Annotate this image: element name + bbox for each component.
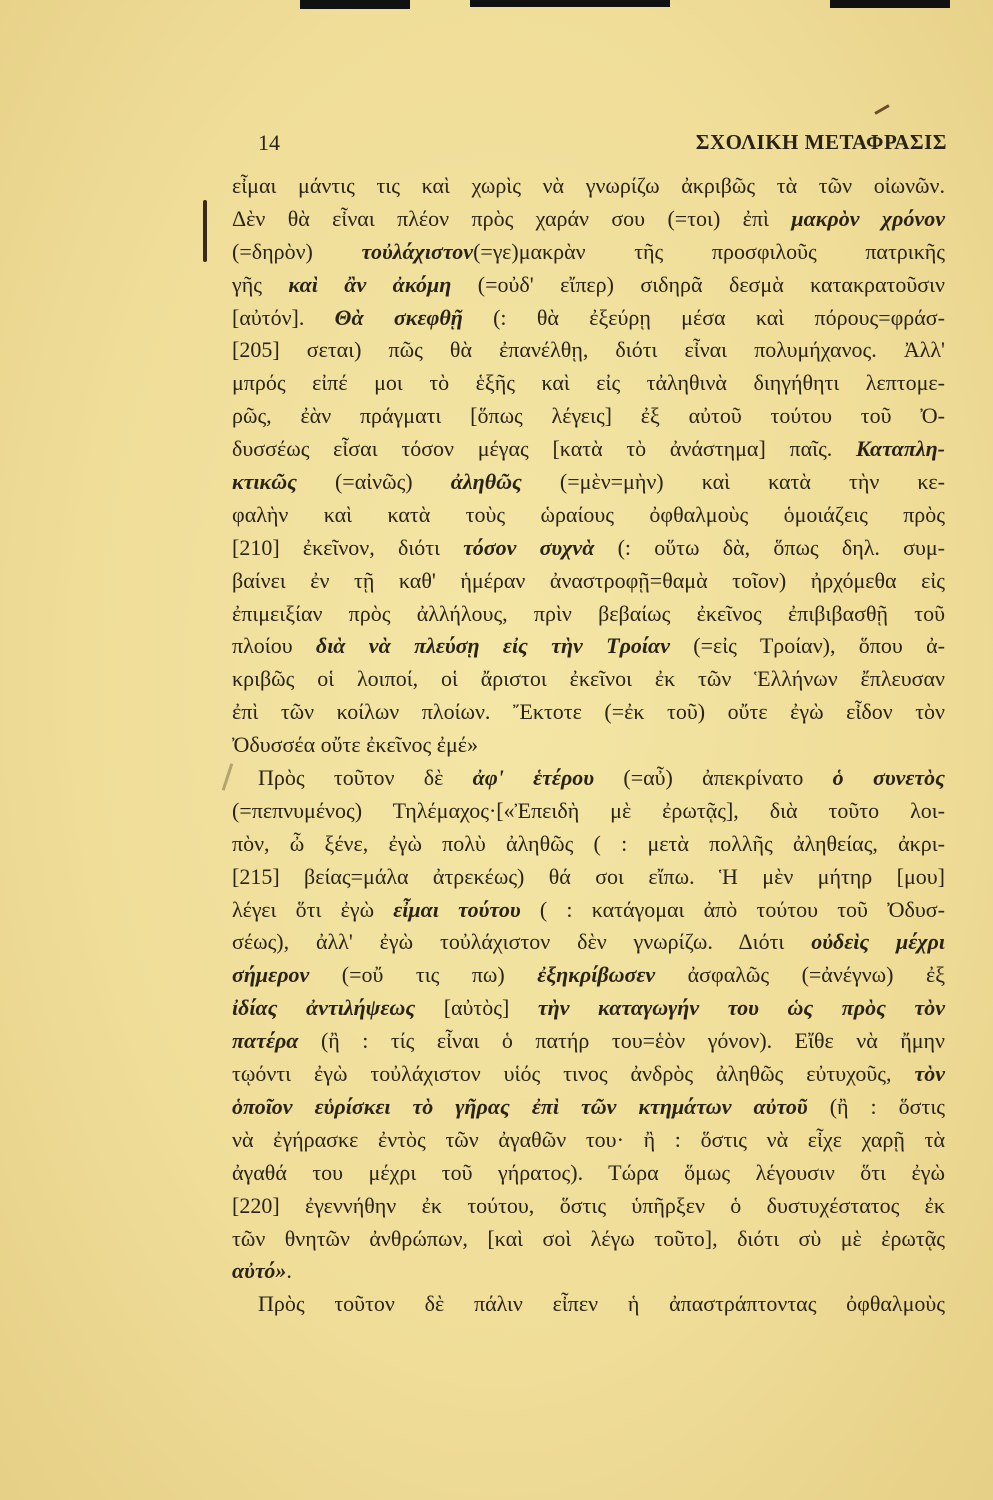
text-line	[232, 598, 945, 631]
text-line	[232, 1025, 945, 1058]
emphasized-text: καὶ ἂν ἀκόμη	[288, 271, 452, 297]
text-segment: (=οὔ τις πω)	[309, 962, 538, 988]
text-line	[232, 269, 945, 302]
emphasized-text: ὁ συνετὸς	[832, 765, 945, 791]
text-segment: γῆς	[232, 271, 289, 297]
text-segment: [αὐτόν].	[232, 304, 335, 330]
text-segment: (: οὕτω δὰ, ὅπως δηλ. συμ-	[594, 534, 945, 560]
text-segment: πλοίου	[232, 633, 316, 659]
text-line	[232, 861, 945, 894]
emphasized-text: τόσον συχνὰ	[463, 534, 595, 560]
text-segment: [αὐτὸς]	[415, 995, 538, 1021]
text-line	[232, 729, 945, 762]
text-line	[232, 433, 945, 466]
text-segment: [220] ἐγεννήθην ἐκ τούτου, ὅστις ὑπῆρξεν ὁ δυστυχέστατος ἐκ	[232, 1192, 945, 1218]
emphasized-text: πατέρα	[232, 1028, 299, 1054]
text-segment: ( : κατάγομαι ἀπὸ τούτου τοῦ Ὀδυσ-	[520, 896, 945, 922]
text-segment: τῳόντι ἐγὼ τοὐλάχιστον υἱός τινος ἀνδρὸς ἀληθῶς εὐτυχοῦς,	[232, 1061, 915, 1087]
text-segment: νὰ ἐγήρασκε ἐντὸς τῶν ἀγαθῶν του· ἢ : ὅστις νὰ εἶχε χαρῇ τὰ	[232, 1126, 945, 1152]
text-segment: (=δηρὸν)	[232, 238, 362, 264]
text-segment: σέως), ἀλλ' ἐγὼ τοὐλάχιστον δὲν γνωρίζω. Διότι	[232, 929, 812, 955]
emphasized-text: οὐδεὶς μέχρι	[811, 929, 945, 955]
text-line	[232, 795, 945, 828]
text-segment: (=μὲν=μὴν) καὶ κατὰ τὴν κε-	[521, 469, 945, 495]
emphasized-text: Καταπλη-	[856, 436, 945, 462]
text-segment: ρῶς, ἐὰν πράγματι [ὅπως λέγεις] ἐξ αὐτοῦ τούτου τοῦ Ὀ-	[232, 403, 945, 429]
emphasized-text: μακρὸν χρόνον	[791, 205, 946, 231]
text-line	[232, 565, 945, 598]
text-segment: [210] ἐκεῖνον, διότι	[232, 534, 464, 560]
text-segment: (: θὰ ἐξεύρῃ μέσα καὶ πόρους=φράσ-	[462, 304, 945, 330]
page-number: 14	[258, 130, 280, 155]
emphasized-text: Θὰ σκεφθῇ	[334, 304, 463, 330]
text-line	[232, 1255, 945, 1288]
text-line	[232, 499, 945, 532]
emphasized-text: σήμερον	[232, 962, 310, 988]
text-segment: μπρός εἰπέ μοι τὸ ἑξῆς καὶ εἰς τἀληθινὰ διηγήθητι λεπτομε-	[232, 370, 945, 396]
scan-edge-mark	[470, 0, 670, 7]
text-line	[232, 334, 945, 367]
margin-annotation-bar	[203, 200, 207, 262]
text-line	[232, 170, 945, 203]
emphasized-text: τοὐλάχιστον	[361, 238, 474, 264]
text-segment: [205] σεται) πῶς θὰ ἐπανέλθῃ, διότι εἶναι πολυμήχανος. Ἀλλ'	[232, 337, 945, 363]
text-segment: (=αὖ) ἀπεκρίνατο	[594, 765, 833, 791]
text-line	[232, 762, 945, 795]
text-segment: (ἢ : ὅστις	[807, 1093, 945, 1119]
text-line	[232, 532, 945, 565]
emphasized-text: ἰδίας ἀντιλήψεως	[232, 995, 416, 1021]
text-segment: βαίνει ἐν τῇ καθ' ἡμέραν ἀναστροφῇ=θαμὰ τοῖον) ἠρχόμεθα εἰς	[232, 567, 945, 593]
scan-edge-mark	[830, 0, 950, 8]
text-segment: .	[286, 1258, 292, 1284]
text-segment: (=εἰς Τροίαν), ὅπου ἀ-	[669, 633, 945, 659]
text-segment: ἀγαθά του μέχρι τοῦ γήρατος). Τώρα ὅμως λέγουσιν ὅτι ἐγὼ	[232, 1159, 945, 1185]
text-segment: (=γε)μακρὰν τῆς προσφιλοῦς πατρικῆς	[473, 238, 945, 264]
scan-edge-mark	[300, 0, 410, 9]
text-line	[232, 466, 945, 499]
emphasized-text: κτικῶς	[232, 469, 297, 495]
text-line	[232, 302, 945, 335]
emphasized-text: τὴν καταγωγήν του ὡς πρὸς τὸν	[537, 995, 945, 1021]
emphasized-text: εἶμαι τούτου	[393, 896, 521, 922]
text-line	[232, 400, 945, 433]
text-segment: τῶν θνητῶν ἀνθρώπων, [καὶ σοὶ λέγω τοῦτο], διότι σὺ μὲ ἐρωτᾷς	[232, 1225, 945, 1251]
text-segment: εἶμαι μάντις τις καὶ χωρὶς νὰ γνωρίζω ἀκριβῶς τὰ τῶν οἰωνῶν.	[232, 173, 945, 198]
text-line	[232, 894, 945, 927]
body-text	[232, 170, 945, 1321]
running-title: ΣΧΟΛΙΚΗ ΜΕΤΑΦΡΑΣΙΣ	[695, 130, 947, 154]
text-line	[232, 1223, 945, 1256]
text-segment: Πρὸς τοῦτον δὲ πάλιν εἶπεν ἡ ἀπαστράπτοντας ὀφθαλμοὺς	[258, 1291, 945, 1317]
text-segment: (ἢ : τίς εἶναι ὁ πατήρ του=ἑὸν γόνον). Εἴθε νὰ ἤμην	[298, 1028, 945, 1054]
text-line	[232, 926, 945, 959]
text-segment: Πρὸς τοῦτον δὲ	[258, 765, 473, 791]
text-segment: (=οὐδ' εἴπερ) σιδηρᾶ δεσμὰ κατακρατοῦσιν	[451, 271, 945, 297]
text-segment: (=πεπνυμένος) Τηλέμαχος·[«Ἐπειδὴ μὲ ἐρωτᾷς], διὰ τοῦτο λοι-	[232, 797, 945, 823]
text-line	[232, 1124, 945, 1157]
emphasized-text: ἀληθῶς	[450, 469, 522, 495]
pencil-tick-mark	[874, 104, 889, 115]
text-line	[232, 367, 945, 400]
text-segment: Δὲν θὰ εἶναι πλέον πρὸς χαράν σου (=τοι) ἐπὶ	[232, 205, 792, 231]
text-line	[232, 1288, 945, 1321]
emphasized-text: αὐτό»	[232, 1258, 287, 1284]
text-segment: λέγει ὅτι ἐγὼ	[232, 896, 394, 922]
text-segment: (=αἰνῶς)	[296, 469, 451, 495]
text-segment: ἐπιμειξίαν πρὸς ἀλλήλους, πρὶν βεβαίως ἐκεῖνος ἐπιβιβασθῇ τοῦ	[232, 600, 945, 626]
emphasized-text: ἀφ' ἑτέρου	[472, 765, 595, 791]
text-line	[232, 1091, 945, 1124]
text-segment: κριβῶς οἱ λοιποί, οἱ ἄριστοι ἐκεῖνοι ἐκ τῶν Ἑλλήνων ἔπλευσαν	[232, 666, 945, 692]
emphasized-text: διὰ νὰ πλεύσῃ εἰς τὴν Τροίαν	[315, 633, 670, 659]
text-segment: πὸν, ὦ ξένε, ἐγὼ πολὺ ἀληθῶς ( : μετὰ πολλῆς ἀληθείας, ἀκρι-	[232, 830, 945, 856]
text-segment: ἀσφαλῶς (=ἀνέγνω) ἐξ	[655, 962, 946, 988]
text-line	[232, 959, 945, 992]
text-line	[232, 1058, 945, 1091]
text-line	[232, 1157, 945, 1190]
text-segment: ἐπὶ τῶν κοίλων πλοίων. Ἔκτοτε (=ἐκ τοῦ) οὔτε ἐγὼ εἶδον τὸν	[232, 699, 945, 725]
text-line	[232, 828, 945, 861]
emphasized-text: ἐξηκρίβωσεν	[537, 962, 656, 988]
text-line	[232, 236, 945, 269]
text-line	[232, 630, 945, 663]
text-line	[232, 696, 945, 729]
text-line	[232, 203, 945, 236]
emphasized-text: ὁποῖον εὑρίσκει τὸ γῆρας ἐπὶ τῶν κτημάτων αὐτοῦ	[232, 1093, 808, 1119]
text-segment: φαλὴν καὶ κατὰ τοὺς ὡραίους ὀφθαλμοὺς ὁμοιάζεις πρὸς	[232, 501, 945, 527]
text-segment: Ὀδυσσέα οὔτε ἐκεῖνος ἐμέ»	[232, 732, 479, 758]
emphasized-text: τὸν	[914, 1061, 945, 1087]
text-line	[232, 663, 945, 696]
text-segment: [215] βείας=μάλα ἀτρεκέως) θά σοι εἴπω. Ἡ μὲν μήτηρ [μου]	[232, 863, 945, 889]
text-segment: δυσσέως εἶσαι τόσον μέγας [κατὰ τὸ ἀνάστημα] παῖς.	[232, 436, 857, 462]
text-line	[232, 1190, 945, 1223]
text-line	[232, 992, 945, 1025]
